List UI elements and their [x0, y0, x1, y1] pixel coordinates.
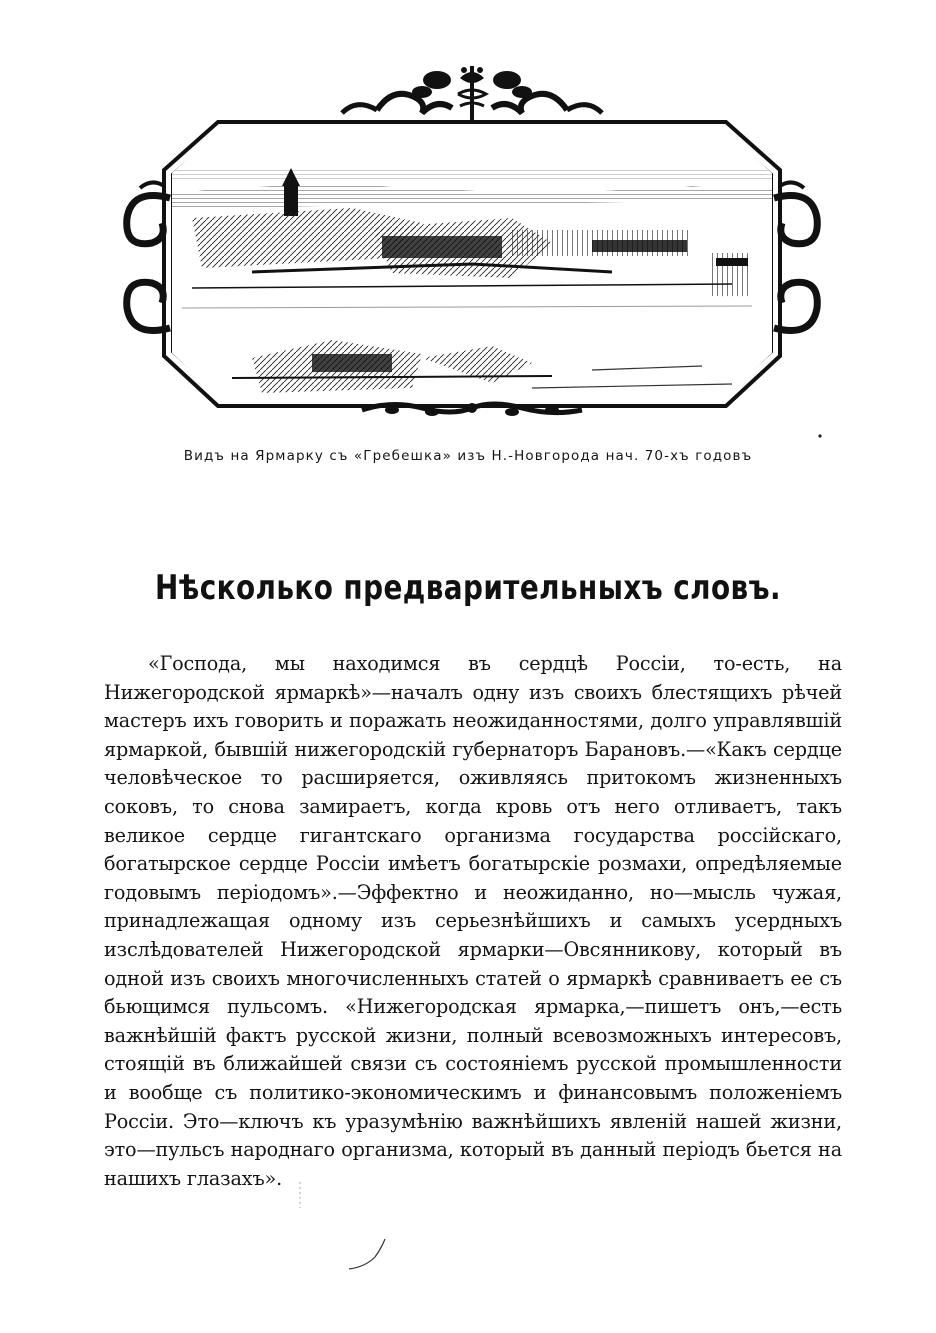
article-paragraph: «Господа, мы находимся въ сердцѣ Россіи, то-есть, на Нижегородской ярмаркѣ»—началъ одну изъ своихъ блестящихъ рѣчей мастеръ ихъ говорить и поражать неожиданностями, долго управлявшій ярмаркой, бывшій нижегородскій губернаторъ Барановъ.—«Какъ сердце человѣческое то расширяется, оживляясь притокомъ жизненныхъ соковъ, то снова замираетъ, когда кровь отъ него отливаетъ, такъ великое сердце гигантскаго организма государства россійскаго, богатырское сердце Россіи имѣетъ богатырскіе розмахи, опредѣляемые годовымъ періодомъ».—Эффектно и неожиданно, но—мысль чужая, принадлежащая одному изъ серьезнѣйшихъ и самыхъ усердныхъ изслѣдователей Нижегородской ярмарки—Овсянникову, который въ одной изъ своихъ многочисленныхъ статей о ярмаркѣ сравниваетъ ее съ бьющимся пульсомъ. «Нижегородская ярмарка,—пишетъ онъ,—есть важнѣйшій фактъ русской жизни, полный всевозможныхъ интересовъ, стоящій въ ближайшей связи съ состояніемъ русской промышленности и вообще съ политико-экономическимъ и финансовымъ положеніемъ Россіи. Это—ключъ къ уразумѣнію важнѣйшихъ явленій нашей жизни, это—пульсъ народнаго организма, который въ данный періодъ бьется на нашихъ глазахъ».: [104, 652, 842, 1190]
article-title: Нѣсколько предварительныхъ словъ.: [155, 568, 781, 608]
article-body: [104, 650, 842, 1193]
ornamental-illustration: [92, 58, 852, 418]
illustration-caption: Видъ на Ярмарку съ «Гребешка» изъ Н.-Новгорода нач. 70-хъ годовъ: [183, 448, 753, 464]
fair-view-engraving: [168, 128, 772, 400]
scan-speck: [816, 432, 824, 440]
crest-ornament: [342, 66, 602, 120]
pencil-mark: [345, 1235, 390, 1275]
scan-speck: [296, 1180, 304, 1210]
